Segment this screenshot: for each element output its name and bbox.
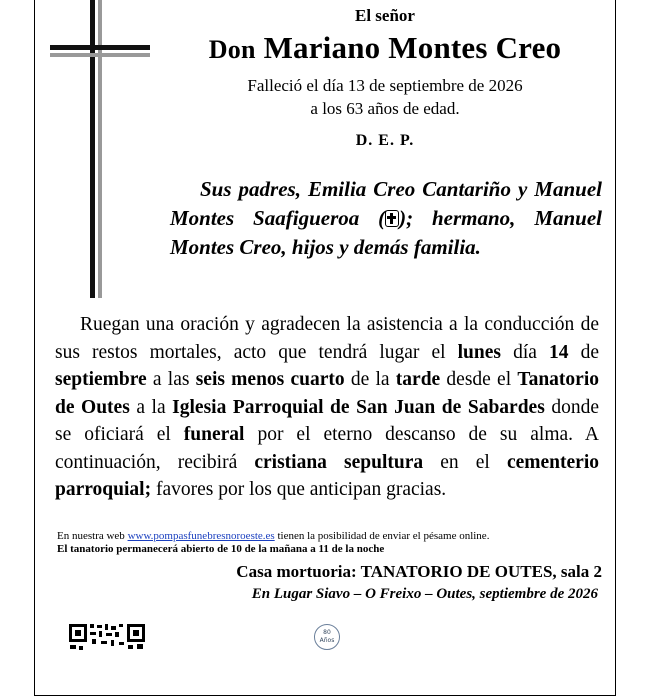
family-text-2: ); hermano, Manuel Montes Creo, hijos y demás familia. <box>170 206 602 259</box>
body-bold: funeral <box>183 424 245 445</box>
qr-code-icon[interactable] <box>68 623 146 650</box>
ceremony-paragraph <box>55 311 599 504</box>
place-date: En Lugar Siavo – O Freixo – Outes, septiembre de 2026 <box>251 586 598 602</box>
body-text: en el <box>423 451 507 473</box>
honorific: Don <box>208 35 256 64</box>
body-bold: cristiana sepultura <box>254 451 424 473</box>
death-date: Falleció el día 13 de septiembre de 2026 <box>247 76 523 95</box>
body-bold: cementerio parroquial; <box>55 451 599 500</box>
body-text: desde el <box>440 369 518 390</box>
web-notice <box>57 530 602 543</box>
body-bold: tarde <box>395 369 441 390</box>
body-text: día <box>501 341 549 363</box>
body-bold: septiembre <box>55 369 147 390</box>
body-text: por el eterno descanso de su alma. A continuación, recibirá <box>55 424 599 473</box>
body-text: de <box>568 341 599 363</box>
family-paragraph <box>170 175 602 262</box>
body-text: favores por los que anticipan gracias. <box>151 479 447 500</box>
deceased-full-name: Mariano Montes Creo <box>263 30 562 65</box>
badge-text: Años <box>319 637 335 644</box>
body-text: donde se oficiará el <box>55 396 599 445</box>
body-text: a la <box>129 396 173 418</box>
body-text: a las <box>146 369 196 390</box>
body-bold: lunes <box>457 341 501 363</box>
deceased-name <box>160 30 610 66</box>
title-prefix: El señor <box>355 6 415 25</box>
web-notice-suffix: tienen la posibilidad de enviar el pésame online. <box>274 530 490 542</box>
deceased-cross-icon <box>385 210 399 227</box>
opening-hours: El tanatorio permanecerá abierto de 10 de la mañana a 11 de la noche <box>57 543 385 555</box>
web-notice-prefix: En nuestra web <box>57 530 128 542</box>
dep-abbreviation: D. E. P. <box>355 132 415 149</box>
anniversary-badge <box>314 624 340 650</box>
body-bold: Iglesia Parroquial de San Juan de Sabardes <box>172 396 545 418</box>
badge-number: 80 <box>323 629 331 636</box>
body-bold: Tanatorio de Outes <box>55 369 599 418</box>
body-bold: 14 <box>549 341 569 363</box>
age-line: a los 63 años de edad. <box>310 99 460 118</box>
family-text-1: Sus padres, Emilia Creo Cantariño y Manuel Montes Saafigueroa ( <box>170 177 602 230</box>
body-text: de la <box>344 369 396 390</box>
body-bold: seis menos cuarto <box>195 369 345 390</box>
latin-cross-icon <box>50 0 150 300</box>
funeral-home: Casa mortuoria: TANATORIO DE OUTES, sala 2 <box>236 562 602 581</box>
body-text: Ruegan una oración y agradecen la asistencia a la conducción de sus restos mortales, acto que tendrá lugar el <box>55 314 599 363</box>
website-link[interactable]: www.pompasfunebresnoroeste.es <box>127 530 275 542</box>
